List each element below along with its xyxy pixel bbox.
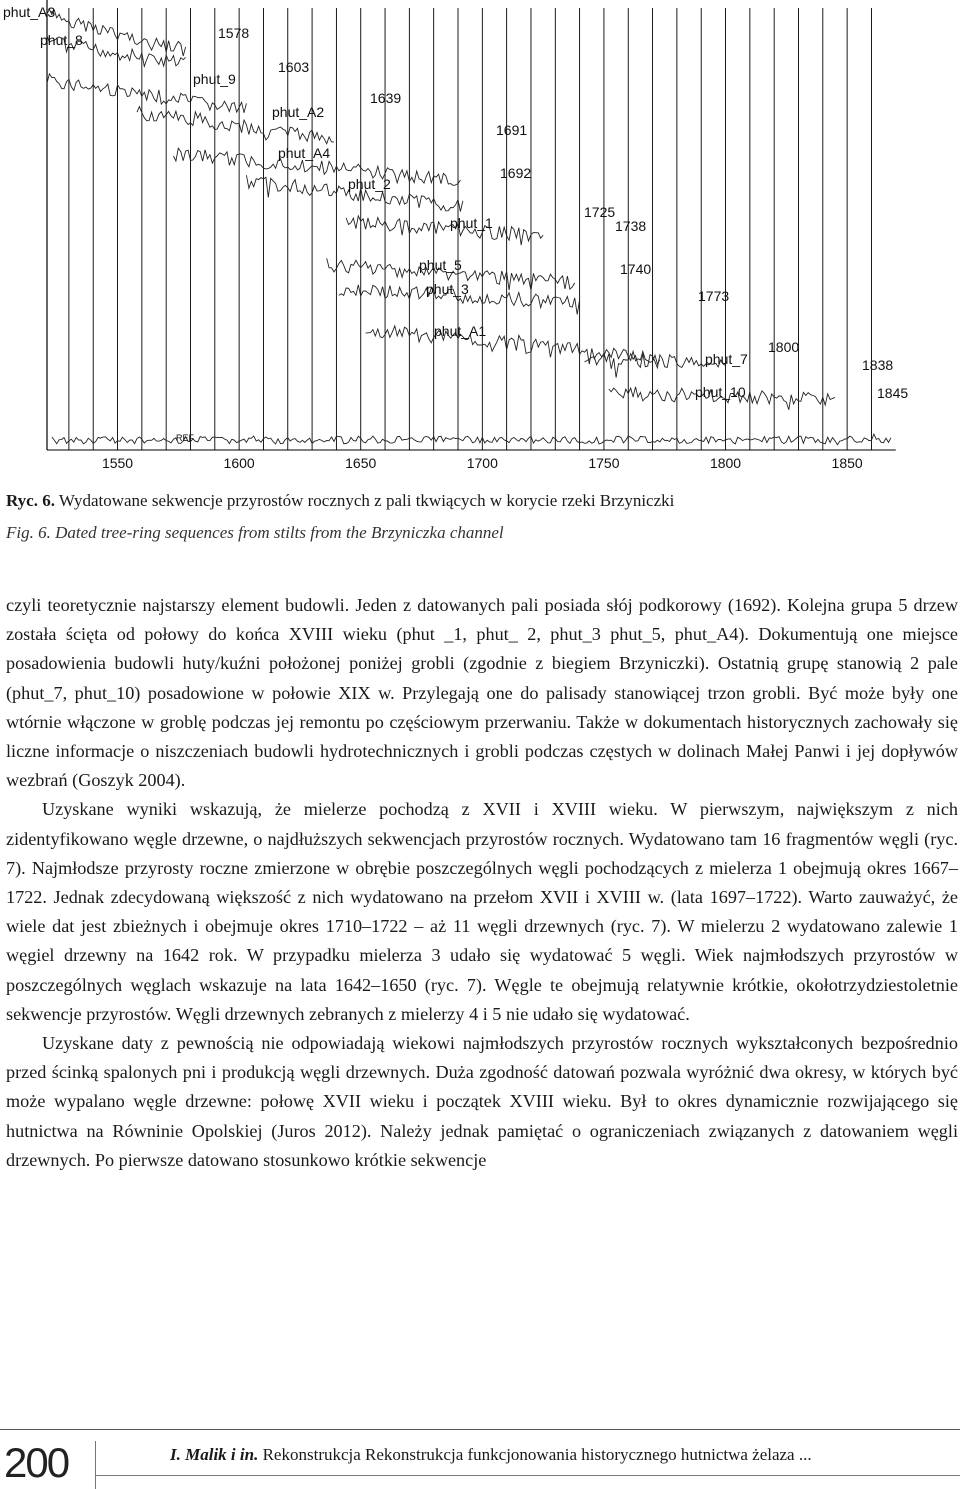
body-text: [6, 591, 958, 1175]
series-label-phut_A2: phut_A2: [272, 104, 325, 120]
series-end-label-phut_10: 1845: [877, 385, 909, 401]
paragraph-3: Uzyskane daty z pewnością nie odpowiadają wiekowi najmłodszych przyrostów rocznych wykształconych bezpośrednio przed ścinką spalonych pni i produkcją węgli drzewnych. Duża zgodność datowań pozwala wyróżnić dwa okresy, w których być może wypalano węgle drzewne: połowę XVII wieku i początek XVIII wieku. Był to okres dynamicznie rozwijającego się hutnictwa na Równinie Opolskiej (Juros 2012). Należy jednak pamiętać o ograniczeniach związanych z datowaniem węgli drzewnych. Po pierwsze datowano stosunkowo krótkie sekwencje: [6, 1033, 958, 1170]
paragraph-1: czyli teoretycznie najstarszy element budowli. Jeden z datowanych pali posiada słój podkorowy (1692). Kolejna grupa 5 drzew została ścięta od połowy do końca XVIII wieku (phut _1, phut_ 2, phut_3 phut_5, phut_A4). Dokumentują one miejsce posadowienia budowli huty/kuźni położonej poniżej grobli (zgodnie z biegiem Brzyniczki). Ostatnią grupę stanowią 2 pale (phut_7, phut_10) posadowione w połowie XIX w. Przylegają one do palisady stanowiącej trzon grobli. Być może były one wtórnie włączone w groblę podczas jej remontu po częściowym przerwaniu. Także w dokumentach historycznych zachowały się liczne informacje o niszczeniach budowli hydrotechnicznych i grobli podczas częstych w dolinach Małej Panwi i jej dopływów wezbrań (Goszyk 2004).: [6, 595, 958, 791]
figure-caption-english: Fig. 6. Dated tree-ring sequences from stilts from the Brzyniczka channel: [6, 523, 504, 542]
series-label-phut_A3: phut_A3: [3, 4, 56, 20]
chart-extra-label-0: 1838: [862, 357, 894, 373]
running-authors: I. Malik i in.: [170, 1445, 259, 1464]
x-tick-label-1750: 1750: [588, 455, 620, 471]
series-label-phut_10: phut_10: [695, 384, 746, 400]
series-label-phut_A1: phut_A1: [434, 323, 487, 339]
caption-text-pl: Wydatowane sekwencje przyrostów rocznych z pali tkwiących w korycie rzeki Brzyniczki: [54, 491, 675, 510]
series-end-label-phut_3: 1740: [620, 261, 652, 277]
paragraph-2: Uzyskane wyniki wskazują, że mielerze pochodzą z XVII i XVIII wieku. W pierwszym, największym z nich zidentyfikowano węgle drzewne, o najdłuższych sekwencjach przyrostów rocznych. Wydatowano tam 16 fragmentów węgli (ryc. 7). Najmłodsze przyrosty roczne zmierzone w obrębie poszczególnych węgli pochodzących z mielerza 1 obejmują okres 1667–1722. Jednak zdecydowaną większość z nich wydatowano na przełom XVII i XVIII w. (lata 1697–1722). Warto zauważyć, że wiele dat jest zbieżnych i obejmuje okres 1710–1722 – aż 11 węgli drzewnych (ryc. 7). W mielerzu 2 wydatowano zalewie 1 węgiel drzewny na 1642 rok. W przypadku mielerza 3 udało się wydatować 5 węgli. Wiek najmłodszych przyrostów w poszczególnych węglach wskazuje na lata 1642–1650 (ryc. 7). Węgle te obejmują relatywnie krótkie, okołotrzydziestoletnie sekwencje przyrostów. Węgli drzewnych zebranych z mielerzy 4 i 5 nie udało się wydatować.: [6, 799, 958, 1024]
x-tick-label-1700: 1700: [466, 455, 498, 471]
x-tick-label-1800: 1800: [709, 455, 742, 471]
page-footer: [0, 1425, 960, 1489]
caption-prefix: Ryc. 6.: [6, 491, 55, 510]
page-number: 200: [4, 1439, 69, 1486]
footer-separator: [95, 1441, 96, 1489]
footer-underline: [95, 1475, 960, 1476]
series-label-phut_1: phut_1: [450, 215, 493, 231]
series-label-phut_3: phut_3: [426, 281, 469, 297]
series-end-label-phut_7: 1800: [768, 339, 800, 355]
series-end-label-phut_5: 1738: [615, 218, 647, 234]
series-end-label-phut_2: 1692: [500, 165, 532, 181]
running-title: [170, 1445, 812, 1465]
footer-rule: [0, 1429, 960, 1430]
series-end-label-phut_9: 1603: [278, 59, 310, 75]
series-end-label-phut_8: 1578: [218, 25, 250, 41]
x-tick-label-1650: 1650: [345, 455, 377, 471]
x-tick-label-1850: 1850: [831, 455, 863, 471]
series-label-REF: REF: [176, 433, 194, 443]
series-label-phut_A4: phut_A4: [278, 145, 331, 161]
x-tick-label-1550: 1550: [101, 455, 134, 471]
figure-caption-polish: [6, 489, 956, 513]
running-title-text: Rekonstrukcja Rekonstrukcja funkcjonowania historycznego hutnictwa żelaza ...: [258, 1445, 812, 1464]
series-label-phut_7: phut_7: [705, 351, 748, 367]
series-end-label-phut_A4: 1691: [496, 122, 528, 138]
series-end-label-phut_A2: 1639: [370, 90, 402, 106]
series-line-phut_1: [346, 216, 543, 245]
series-label-phut_5: phut_5: [419, 257, 462, 273]
x-tick-label-1600: 1600: [223, 455, 255, 471]
series-label-phut_9: phut_9: [193, 71, 236, 87]
series-end-label-phut_A1: 1773: [698, 288, 730, 304]
tree-ring-chart: [0, 0, 960, 480]
series-label-phut_8: phut_8: [40, 32, 83, 48]
series-end-label-phut_1: 1725: [584, 204, 616, 220]
series-label-phut_2: phut_2: [348, 176, 391, 192]
